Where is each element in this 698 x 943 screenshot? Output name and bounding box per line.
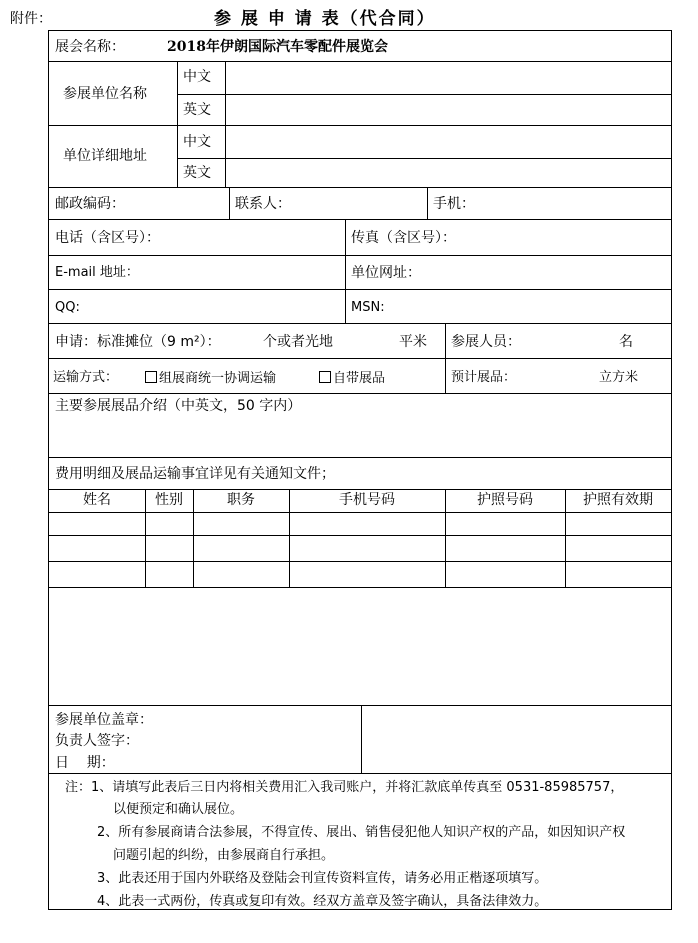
mobile-label: 手机： bbox=[433, 196, 475, 212]
note-4: 4、此表一式两份，传真或复印有效。经双方盖章及签字确认，具备法律效力。 bbox=[97, 894, 548, 909]
checkbox-self-shipping[interactable] bbox=[319, 371, 331, 383]
column-divider bbox=[361, 705, 362, 773]
company-name-label: 参展单位名称 bbox=[63, 86, 147, 102]
signature-label: 负责人签字： bbox=[55, 733, 139, 749]
booth-application-label: 申请：标准摊位（9 m²）： bbox=[55, 334, 221, 350]
row-divider bbox=[49, 489, 671, 490]
table-header-gender: 性别 bbox=[155, 492, 183, 508]
contact-person-label: 联系人： bbox=[235, 196, 291, 212]
row-divider bbox=[49, 393, 671, 394]
shipping-option-self-label: 自带展品 bbox=[333, 371, 386, 386]
fax-label: 传真（含区号）： bbox=[351, 230, 456, 246]
company-address-zh-label: 中文 bbox=[183, 134, 211, 150]
row-divider bbox=[49, 773, 671, 774]
row-divider bbox=[49, 358, 671, 359]
table-row bbox=[49, 561, 671, 562]
table-row bbox=[49, 512, 671, 513]
fees-note: 费用明细及展品运输事宜详见有关通知文件； bbox=[55, 466, 335, 482]
cubic-meters-unit: 立方米 bbox=[599, 370, 639, 385]
shipping-method-label: 运输方式： bbox=[53, 370, 119, 385]
row-divider bbox=[49, 323, 671, 324]
website-label: 单位网址： bbox=[351, 265, 421, 281]
row-divider bbox=[49, 289, 671, 290]
application-form bbox=[48, 30, 672, 910]
row-divider bbox=[49, 61, 671, 62]
row-divider bbox=[177, 158, 671, 159]
table-row bbox=[49, 535, 671, 536]
row-divider bbox=[49, 125, 671, 126]
table-header-mobile: 手机号码 bbox=[339, 492, 395, 508]
column-divider bbox=[345, 219, 346, 323]
note-1: 注：1、请填写此表后三日内将相关费用汇入我司账户，并将汇款底单传真至 0531-85985757， bbox=[65, 780, 624, 795]
table-header-passport-number: 护照号码 bbox=[477, 492, 533, 508]
exhibition-name-value: 2018年伊朗国际汽车零配件展览会 bbox=[167, 39, 388, 55]
table-header-passport-expiry: 护照有效期 bbox=[583, 492, 653, 508]
note-2: 2、所有参展商请合法参展，不得宣传、展出、销售侵犯他人知识产权的产品，如因知识产权 bbox=[97, 825, 626, 840]
attachment-label: 附件： bbox=[10, 11, 52, 27]
staff-count-label: 参展人员： bbox=[451, 334, 521, 350]
staff-count-unit: 名 bbox=[619, 334, 633, 350]
seal-label: 参展单位盖章： bbox=[55, 712, 153, 728]
date-label: 日 期： bbox=[55, 755, 115, 771]
raw-space-label: 个或者光地 bbox=[263, 334, 333, 350]
note-2-cont: 问题引起的纠纷，由参展商自行承担。 bbox=[113, 848, 335, 863]
exhibit-intro-label: 主要参展展品介绍（中英文，50 字内） bbox=[55, 398, 302, 414]
row-divider bbox=[49, 187, 671, 188]
note-3: 3、此表还用于国内外联络及登陆会刊宣传资料宣传，请务必用正楷逐项填写。 bbox=[97, 871, 548, 886]
row-divider bbox=[49, 255, 671, 256]
column-divider bbox=[177, 61, 178, 187]
company-address-en-label: 英文 bbox=[183, 165, 211, 181]
qq-label: QQ: bbox=[55, 300, 80, 315]
checkbox-group-shipping[interactable] bbox=[145, 371, 157, 383]
shipping-option-self[interactable] bbox=[319, 371, 385, 385]
shipping-option-group[interactable] bbox=[145, 371, 276, 385]
company-name-zh-label: 中文 bbox=[183, 69, 211, 85]
form-title: 参 展 申 请 表（代合同） bbox=[214, 9, 436, 29]
row-divider bbox=[49, 219, 671, 220]
square-meters-unit: 平米 bbox=[399, 334, 427, 350]
note-1-cont: 以便预定和确认展位。 bbox=[113, 802, 244, 817]
postcode-label: 邮政编码： bbox=[55, 196, 125, 212]
column-divider bbox=[225, 61, 226, 187]
row-divider bbox=[49, 457, 671, 458]
email-label: E-mail 地址： bbox=[55, 265, 139, 280]
shipping-option-group-label: 组展商统一协调运输 bbox=[159, 371, 277, 386]
company-address-label: 单位详细地址 bbox=[63, 148, 147, 164]
column-divider bbox=[427, 187, 428, 219]
table-header-name: 姓名 bbox=[83, 492, 111, 508]
phone-label: 电话（含区号）： bbox=[55, 230, 160, 246]
row-divider bbox=[177, 94, 671, 95]
table-header-position: 职务 bbox=[227, 492, 255, 508]
column-divider bbox=[229, 187, 230, 219]
company-name-en-label: 英文 bbox=[183, 102, 211, 118]
exhibition-name-label: 展会名称： bbox=[55, 39, 125, 55]
expected-exhibits-label: 预计展品： bbox=[451, 370, 517, 385]
msn-label: MSN: bbox=[351, 300, 385, 315]
table-row bbox=[49, 587, 671, 588]
row-divider bbox=[49, 705, 671, 706]
